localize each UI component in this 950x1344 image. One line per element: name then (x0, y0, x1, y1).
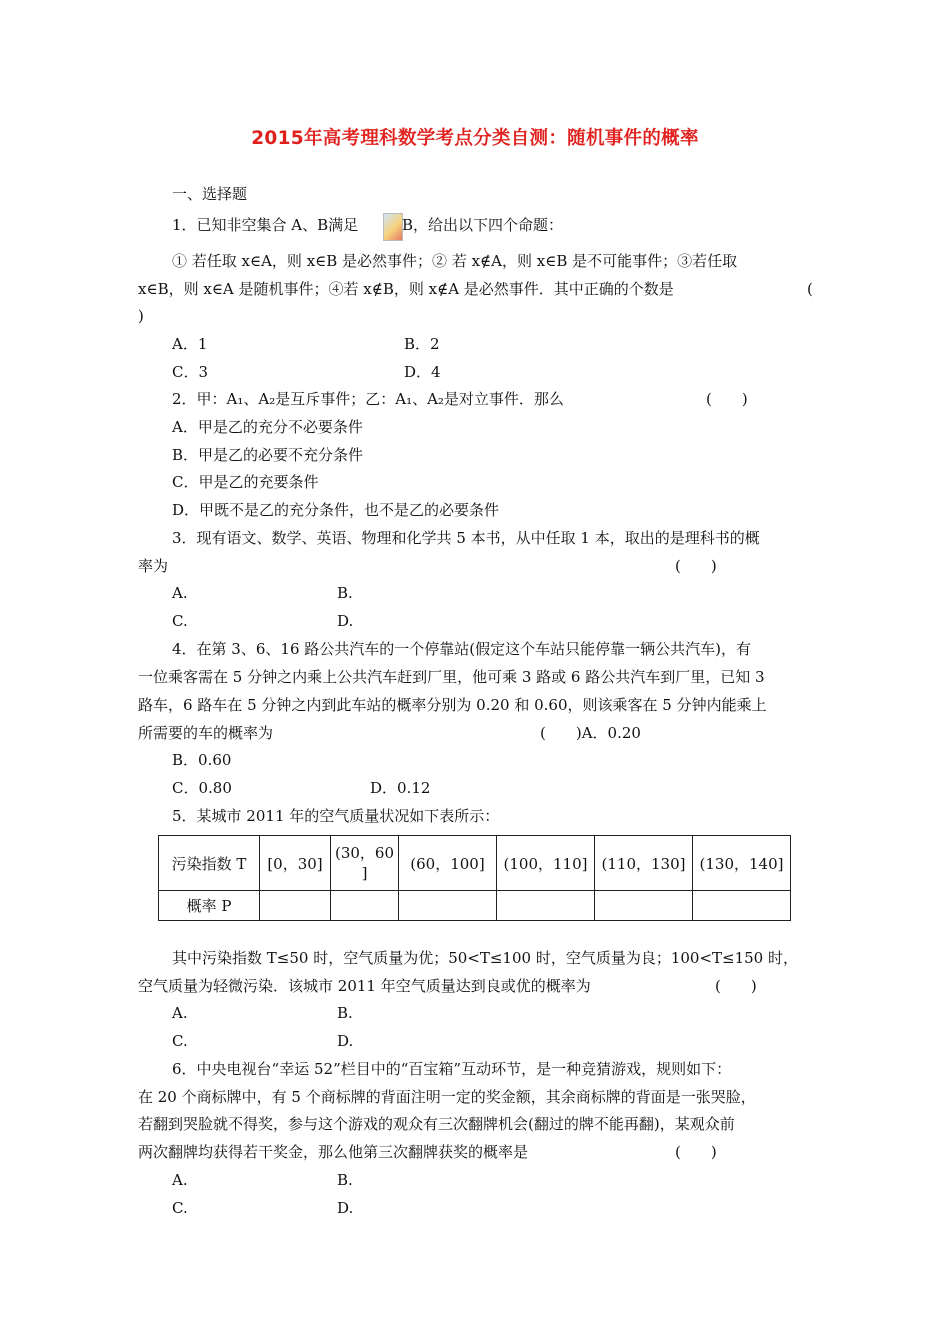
table-cell (260, 891, 331, 921)
q2-answer-paren: ( ) (706, 390, 748, 408)
table-cell (331, 836, 399, 891)
air-quality-table (158, 835, 791, 921)
q3-line-2: 率为 (138, 557, 169, 575)
q2-stem: 2．甲：A₁、A₂是互斥事件；乙：A₁、A₂是对立事件．那么 (172, 390, 564, 408)
q1-option-d: D．4 (404, 363, 441, 381)
table-cell: (130，140] (693, 836, 791, 891)
q6-option-d: D. (337, 1199, 354, 1217)
table-cell: (100，110] (497, 836, 595, 891)
q4-line-4: 所需要的车的概率为 (138, 724, 274, 742)
q5-option-b: B. (337, 1004, 353, 1022)
table-cell: [0，30] (260, 836, 331, 891)
q3-option-c: C. (172, 612, 188, 630)
q1-paren-open: ( (807, 280, 813, 298)
q5-option-c: C. (172, 1032, 188, 1050)
q6-line-3: 若翻到哭脸就不得奖，参与这个游戏的观众有三次翻牌机会(翻过的牌不能再翻)，某观众前 (138, 1115, 735, 1133)
q5-line-2: 空气质量为轻微污染．该城市 2011 年空气质量达到良或优的概率为 (138, 977, 591, 995)
q3-option-d: D. (337, 612, 354, 630)
table-row (159, 836, 791, 891)
q6-option-b: B. (337, 1171, 353, 1189)
section-heading: 一、选择题 (172, 185, 248, 203)
q1-option-a: A．1 (172, 335, 208, 353)
table-cell (331, 891, 399, 921)
q6-option-a: A. (172, 1171, 188, 1189)
q3-option-a: A. (172, 584, 188, 602)
q1-option-c: C．3 (172, 363, 209, 381)
table-cell-text: (30，60 (334, 844, 395, 862)
table-cell: 污染指数 T (159, 836, 260, 891)
q1-stem: 1．已知非空集合 A、B满足 (172, 216, 359, 234)
table-cell: (110，130] (595, 836, 693, 891)
q5-option-d: D. (337, 1032, 354, 1050)
table-row (159, 891, 791, 921)
q3-answer-paren: ( ) (675, 557, 717, 575)
q3-option-b: B. (337, 584, 353, 602)
q6-line-4: 两次翻牌均获得若干奖金，那么他第三次翻牌获奖的概率是 (138, 1143, 529, 1161)
page-title: 2015年高考理科数学考点分类自测：随机事件的概率 (251, 128, 699, 149)
q5-answer-paren: ( ) (715, 977, 757, 995)
q6-line-1: 6．中央电视台“幸运 52”栏目中的“百宝箱”互动环节，是一种竞猜游戏，规则如下： (172, 1060, 732, 1078)
table-cell (595, 891, 693, 921)
q5-stem: 5．某城市 2011 年的空气质量状况如下表所示： (172, 807, 500, 825)
q1-line-1: ① 若任取 x∈A，则 x∈B 是必然事件；② 若 x∉A，则 x∈B 是不可能事件；③若任取 (172, 252, 738, 270)
subset-symbol-image (383, 213, 403, 241)
table-cell: 概率 P (159, 891, 260, 921)
q2-option-a: A．甲是乙的充分不必要条件 (172, 418, 363, 436)
q2-option-b: B．甲是乙的必要不充分条件 (172, 446, 364, 464)
q5-option-a: A. (172, 1004, 188, 1022)
q1-line-2: x∈B，则 x∈A 是随机事件；④若 x∉B，则 x∉A 是必然事件．其中正确的个数是 (138, 280, 674, 298)
table-cell: (60，100] (399, 836, 497, 891)
q5-line-1: 其中污染指数 T≤50 时，空气质量为优；50<T≤100 时，空气质量为良；100<T≤150 时， (172, 949, 798, 967)
table-cell-wrap: ] (361, 864, 368, 882)
q1-option-b: B．2 (404, 335, 440, 353)
table-cell (693, 891, 791, 921)
q4-option-d: D．0.12 (370, 779, 431, 797)
q6-line-2: 在 20 个商标牌中，有 5 个商标牌的背面注明一定的奖金额，其余商标牌的背面是一张哭脸， (138, 1088, 756, 1106)
q4-option-c: C．0.80 (172, 779, 232, 797)
q6-option-c: C. (172, 1199, 188, 1217)
table-cell (497, 891, 595, 921)
table-cell (399, 891, 497, 921)
q4-line-1: 4．在第 3、6、16 路公共汽车的一个停靠站(假定这个车站只能停靠一辆公共汽车)，有 (172, 640, 751, 658)
q4-line-3: 路车，6 路车在 5 分钟之内到此车站的概率分别为 0.20 和 0.60，则该乘客在 5 分钟内能乘上 (138, 696, 767, 714)
q4-line-2: 一位乘客需在 5 分钟之内乘上公共汽车赶到厂里，他可乘 3 路或 6 路公共汽车到厂里，已知 3 (138, 668, 765, 686)
q6-answer-paren: ( ) (675, 1143, 717, 1161)
q4-option-b: B．0.60 (172, 751, 232, 769)
q2-option-c: C．甲是乙的充要条件 (172, 473, 319, 491)
q4-paren-option-a: ( )A．0.20 (540, 724, 641, 742)
q2-option-d: D．甲既不是乙的充分条件，也不是乙的必要条件 (172, 501, 500, 519)
q1-stem-end: B，给出以下四个命题： (402, 216, 564, 234)
q1-paren-close: ) (138, 307, 144, 325)
q3-line-1: 3．现有语文、数学、英语、物理和化学共 5 本书，从中任取 1 本，取出的是理科书的概 (172, 529, 760, 547)
